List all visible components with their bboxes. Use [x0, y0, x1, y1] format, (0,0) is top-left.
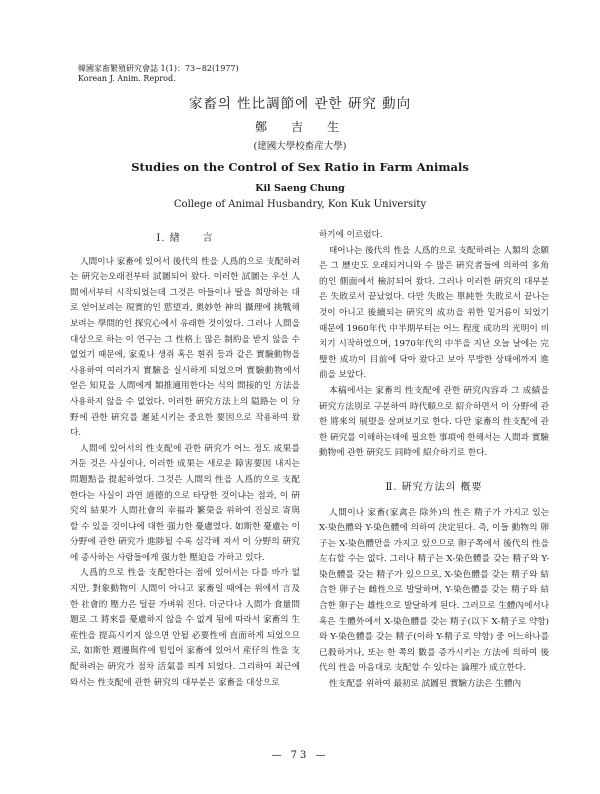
- affiliation-english: College of Animal Husbandry, Kon Kuk University: [173, 199, 427, 210]
- paper-title-english: Studies on the Control of Sex Ratio in Farm Animals: [131, 160, 469, 174]
- body-paragraph: 人間이나 家畜(家禽은 除外)의 性은 精子가 가지고 있는 X-染色體와 Y-染色體에 의하여 決定된다. 즉, 이들 動物의 卵子는 X-染色體만을 가지고 있으므로 卵子쪽에서 後代의 性을 左右할 수는 없다. 그러나 精子는 X-染色體를 갖는 精子와 Y-染色體를 갖는 精子가 있으므로, X-染色體를 갖는 精子와 結合한 卵子는 雌性으로 발달하며, Y-染色體를 갖는 精子와 結合한 卵子는 雄性으로 발달하게 된다. 그러므로 生體內에서나 혹은 生體外에서 X-染色體를 갖는 精子(以下 X-精子로 약함)와 Y-染色體를 갖는 精子(이하 Y-精子로 약함) 중 어느하나를 已殺하거나, 또는 한 쪽의 數를 증가시키는 方法에 의하여 後代의 性을 마음대로 支配할 수 있다는 論理가 成立한다.: [319, 507, 549, 674]
- body-paragraph: 本稿에서는 家畜의 性支配에 관한 硏究內容과 그 成績을 硏究方法別로 구분하여 時代順으로 紹介하면서 이 分野에 관한 將來의 展望을 살펴보기로 한다. 다만 家畜의 性支配에 관한 硏究를 이해하는데에 필요한 事項에 한해서는 人間과 實驗動物에 관한 硏究도 同時에 紹介하기로 한다.: [319, 385, 549, 459]
- section-heading-methods: Ⅱ. 硏究方法의 槪要: [385, 481, 483, 493]
- body-paragraph: 人間에 있어서의 性支配에 관한 硏究가 어느 정도 成果를 거둔 것은 사실이나, 이러한 成果는 새로운 障害要因 내지는 問題點을 提起하였다. 그것은 人間의 性을 人爲的으로 支配한다는 사실이 과연 道德的으로 타당한 것이냐는 점과, 이 硏究의 結果가 人間社會의 幸福과 繁榮을 위하여 진실로 寄與할 수 있을 것이냐에 대한 强力한 憂慮였다. 如斯한 憂慮는 이 分野에 관한 硏究가 進陟될 수록 심각해 져서 이 分野의 硏究에 종사하는 사람들에게 强力한 壓迫을 가하고 있다.: [70, 443, 300, 563]
- section-heading-introduction: Ⅰ. 緖 言: [156, 233, 214, 244]
- journal-citation-english: Korean J. Anim. Reprod.: [78, 74, 176, 83]
- page-number: — 73 —: [271, 750, 329, 761]
- author-name-english: Kil Saeng Chung: [255, 183, 345, 194]
- body-paragraph: 人爲的으로 性을 支配한다는 점에 있어서는 다를 바가 없지만, 對象動物이 人間이 아니고 家畜일 때에는 위에서 言及한 社會的 壓力은 털끝 가벼워 진다. 더군다나 人間가 食量問題로 그 將來를 憂慮하지 않을 수 없게 됨에 따라서 家畜의 生産性을 提高시키지 않으면 안될 必要性에 直面하게 되었으므로, 如斯한 週邊與件에 힘입어 家畜에 있어서 産仔의 性을 支配하려는 硏究가 점차 活氣를 띄게 되었다. 그리하여 최근에 와서는 性支配에 관한 硏究의 대부분은 家畜을 대상으로: [70, 568, 300, 688]
- journal-citation: [78, 64, 239, 84]
- body-paragraph: 태어나는 後代의 性을 人爲的으로 支配하려는 人類의 念願은 그 歷史도 오래되거니와 수 많은 硏究者들에 의하여 多角的인 側面에서 檢討되어 왔다. 그러나 이러한 硏究의 대부분은 失敗로서 끝났었다. 다만 失敗는 單純한 失敗로서 끝나는것이 아니고 後續되는 硏究의 成功을 위한 밑거름이 되었기 때문에 1960年代 中半期부터는 어느 程度 成功의 光明이 비치기 시작하였으며, 1970年代의 中半을 지난 오늘 날에는 完璧한 成功이 目前에 닥아 왔다고 보아 무방한 상태에까지 進前을 보았다.: [319, 245, 549, 381]
- author-name-korean: 鄭 吉 生: [254, 120, 345, 134]
- body-paragraph: 人間이나 家畜에 있어서 後代의 性을 人爲的으로 支配하려는 硏究는오래전부터 試圖되어 왔다. 이러한 試圖는 우선 人間에서부터 시작되었는데 그것은 아들이나 딸을 희망하는 대로 얻어보려는 現實的인 慾望과, 奧妙한 神의 攝理에 挑戰해 보려는 學問的인 探究心에서 유래한 것이었다. 그러나 人間을 대상으로 하는 이 연구는 그 性格上 많은 制約을 받지 않을 수 없었기 때문에, 家兎나 생쥐 혹은 흰쥐 등과 같은 實驗動物을 사용하여 여러가지 實驗을 실시하게 되었으며 實驗動物에서 얻은 知見을 人間에게 類推適用한다는 식의 間接的인 方法을 사용하지 않을 수 없었다. 이러한 硏究方法上의 隘路는 이 分野에 관한 硏究를 遲延시키는 중요한 要因으로 작용하여 왔다.: [70, 256, 300, 439]
- paper-title-korean: 家畜의 性比調節에 관한 硏究 動向: [188, 96, 412, 112]
- journal-citation-korean: 韓國家畜繁殖研究會誌 1(1)：73∼82(1977): [78, 64, 239, 73]
- body-paragraph: 性支配를 위하여 最初로 試圖된 實驗方法은 生體內: [329, 679, 522, 690]
- left-column: [70, 231, 300, 691]
- body-paragraph-continued: 하기에 이르렀다.: [319, 230, 383, 240]
- affiliation-korean: (建國大學校畜産大學): [253, 141, 347, 152]
- right-column: [319, 228, 549, 693]
